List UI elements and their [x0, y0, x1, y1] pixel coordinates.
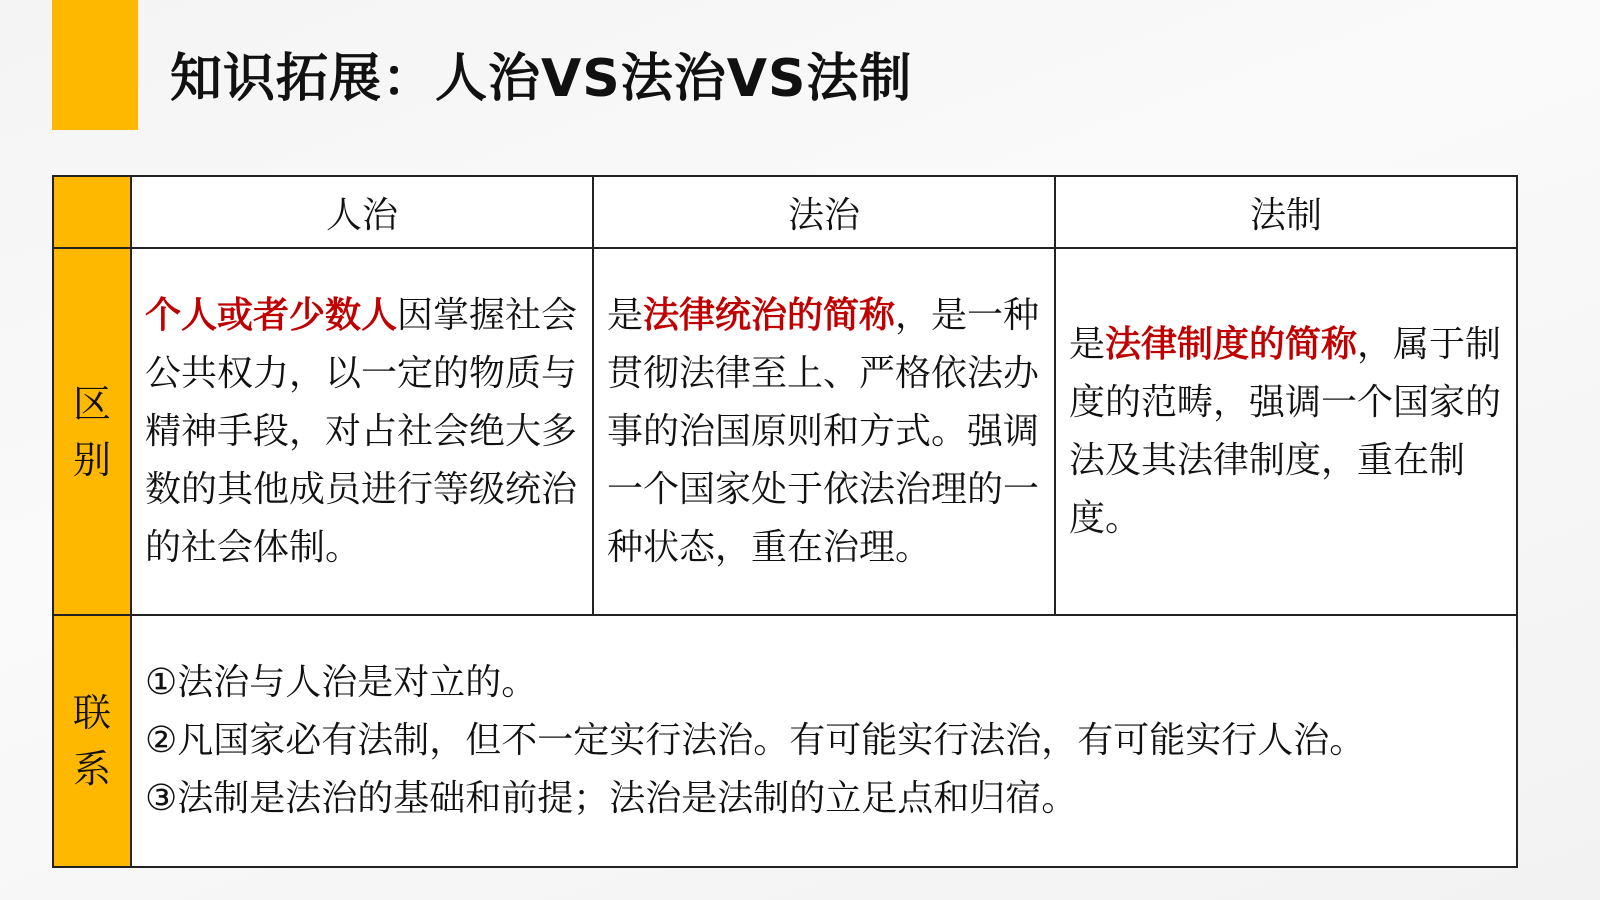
relation-item-3: ③法制是法治的基础和前提；法治是法制的立足点和归宿。 [145, 778, 1078, 819]
difference-label: 区 别 [72, 381, 111, 482]
fazhi-rest: ，是一种贯彻法律至上、严格依法办事的治国原则和方式。强调一个国家处于依法治理的一种状态，重在治理。 [607, 294, 1040, 568]
fazhi-highlight: 法律统治的简称 [643, 294, 896, 336]
comparison-table [52, 175, 1518, 868]
fazhi-system-highlight: 法律制度的简称 [1105, 323, 1358, 365]
header-fazhi-system: 法制 [1055, 176, 1517, 248]
fazhi-system-rest: ，属于制度的范畴，强调一个国家的法及其法律制度，重在制度。 [1069, 323, 1502, 539]
header-renzhi: 人治 [131, 176, 593, 248]
relation-content-cell [131, 615, 1517, 867]
fazhi-system-definition: 是法律制度的简称，属于制度的范畴，强调一个国家的法及其法律制度，重在制度。 [1069, 323, 1502, 539]
relation-label: 联 系 [72, 691, 111, 791]
fazhi-definition: 是法律统治的简称，是一种贯彻法律至上、严格依法办事的治国原则和方式。强调一个国家处于依法治理的一种状态，重在治理。 [607, 294, 1040, 568]
relation-row [53, 615, 1517, 867]
title-accent-block [52, 0, 138, 130]
difference-label-cell [53, 248, 131, 615]
renzhi-highlight: 个人或者少数人 [145, 294, 398, 336]
header-fazhi: 法治 [593, 176, 1055, 248]
relation-label-cell [53, 615, 131, 867]
renzhi-rest: 因掌握社会公共权力，以一定的物质与精神手段，对占社会绝大多数的其他成员进行等级统治的社会体制。 [145, 294, 578, 568]
corner-cell [53, 176, 131, 248]
relation-content [132, 634, 1516, 848]
page-title: 知识拓展：人治VS法治VS法制 [170, 49, 913, 109]
renzhi-definition [132, 275, 592, 589]
relation-item-2: ②凡国家必有法制，但不一定实行法治。有可能实行法治，有可能实行人治。 [145, 720, 1366, 761]
fazhi-definition-cell [593, 248, 1055, 615]
header-row [53, 176, 1517, 248]
fazhi-system-definition-cell [1055, 248, 1517, 615]
renzhi-definition-cell [131, 248, 593, 615]
difference-row [53, 248, 1517, 615]
relation-item-1: ①法治与人治是对立的。 [145, 662, 538, 703]
